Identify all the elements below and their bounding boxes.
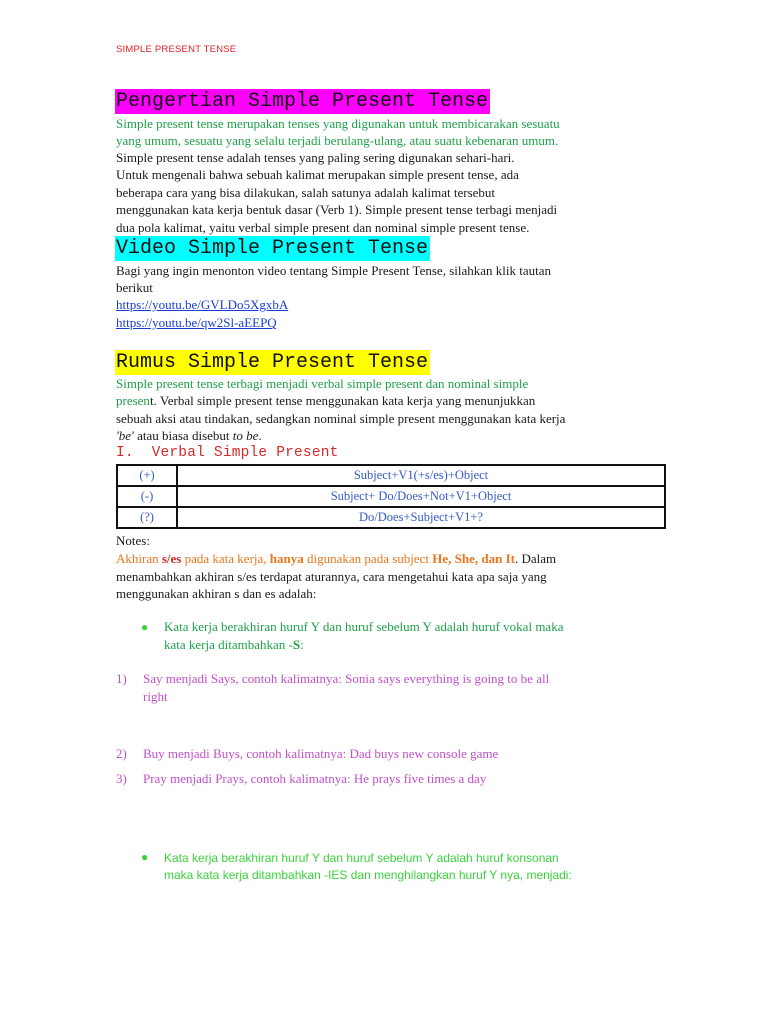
text-fragment-bold: He, She, dan It <box>432 551 515 566</box>
example-number: 3) <box>116 771 127 786</box>
example-number: 2) <box>116 746 127 761</box>
paragraph-rumus-rest: t. Verbal simple present tense menggunakan kata kerja yang menunjukkan <box>149 393 536 408</box>
paragraph-rumus-green: Simple present tense terbagi menjadi verbal simple present dan nominal simple <box>116 376 529 391</box>
paragraph-line: Simple present tense adalah tenses yang paling sering digunakan sehari-hari. <box>116 150 515 165</box>
paragraph-rumus-green-part: presen <box>116 393 150 408</box>
paragraph-line <box>116 427 262 445</box>
bullet-dot-icon: ● <box>141 850 149 864</box>
table-cell-formula: Subject+V1(+s/es)+Object <box>177 465 665 486</box>
paragraph-line: beberapa cara yang bisa dilakukan, salah satunya adalah kalimat tersebut <box>116 185 496 200</box>
table-cell-sign: (?) <box>117 507 177 528</box>
notes-line-2: menambahkan akhiran s/es terdapat aturannya, cara mengetahui kata apa saja yang <box>116 569 547 584</box>
table-cell-sign: (+) <box>117 465 177 486</box>
notes-line-3: menggunakan akhiran s dan es adalah: <box>116 586 317 601</box>
italic-to-be: to be <box>232 428 259 443</box>
paragraph-line: menggunakan kata kerja bentuk dasar (Verb 1). Simple present tense terbagi menjadi <box>116 202 558 217</box>
table-row <box>117 486 665 507</box>
example-number: 1) <box>116 671 127 686</box>
paragraph-rumus-line <box>116 392 535 410</box>
paragraph-line: dua pola kalimat, yaitu verbal simple present dan nominal simple present tense. <box>116 220 530 235</box>
paragraph-line: Bagi yang ingin menonton video tentang Simple Present Tense, silahkan klik tautan <box>116 263 551 278</box>
document-label: SIMPLE PRESENT TENSE <box>116 44 237 55</box>
youtube-link-2[interactable]: https://youtu.be/qw2Sl-aEEPQ <box>116 315 277 330</box>
text-fragment: digunakan pada subject <box>303 551 433 566</box>
table-row <box>117 507 665 528</box>
italic-be: 'be' <box>116 428 134 443</box>
text-fragment-bold: S <box>292 637 301 652</box>
table-cell-formula: Do/Does+Subject+V1+? <box>177 507 665 528</box>
text-fragment: atau biasa disebut <box>133 428 233 443</box>
text-fragment: Akhiran <box>116 551 162 566</box>
text-fragment: kata kerja ditambahkan - <box>164 637 293 652</box>
bullet-dot-icon: ● <box>141 620 149 634</box>
bullet-2-line-1: Kata kerja berakhiran huruf Y dan huruf sebelum Y adalah huruf konsonan <box>164 851 559 865</box>
text-fragment: pada kata kerja, <box>181 551 270 566</box>
heading-pengertian: Pengertian Simple Present Tense <box>116 90 489 113</box>
table-cell-sign: (-) <box>117 486 177 507</box>
text-fragment-bold: hanya <box>269 551 304 566</box>
youtube-link-1[interactable]: https://youtu.be/GVLDo5XgxbA <box>116 297 289 312</box>
example-text: Say menjadi Says, contoh kalimatnya: Sonia says everything is going to be all <box>143 671 550 686</box>
bullet-1-line-1: Kata kerja berakhiran huruf Y dan huruf sebelum Y adalah huruf vokal maka <box>164 619 564 634</box>
paragraph-definition-green-1: Simple present tense merupakan tenses yang digunakan untuk membicarakan sesuatu <box>116 116 560 131</box>
paragraph-definition-green-2: yang umum, sesuatu yang selalu terjadi berulang-ulang, atau suatu kebenaran umum. <box>116 133 559 148</box>
paragraph-line: sebuah aksi atau tindakan, sedangkan nominal simple present menggunakan kata kerja <box>116 411 566 426</box>
text-fragment-bold: s/es <box>161 551 182 566</box>
table-row <box>117 465 665 486</box>
example-text: Pray menjadi Prays, contoh kalimatnya: He prays five times a day <box>143 771 487 786</box>
subheading-verbal: I. Verbal Simple Present <box>116 445 339 461</box>
table-cell-formula: Subject+ Do/Does+Not+V1+Object <box>177 486 665 507</box>
paragraph-line: berikut <box>116 280 153 295</box>
bullet-1-line-2 <box>164 636 304 654</box>
notes-label: Notes: <box>116 533 150 548</box>
text-fragment: . <box>258 428 262 443</box>
paragraph-line: Untuk mengenali bahwa sebuah kalimat merupakan simple present tense, ada <box>116 167 519 182</box>
heading-rumus: Rumus Simple Present Tense <box>116 351 429 374</box>
text-fragment: : <box>300 637 304 652</box>
example-text: right <box>143 689 168 704</box>
bullet-2-line-2: maka kata kerja ditambahkan -IES dan menghilangkan huruf Y nya, menjadi: <box>164 868 572 882</box>
example-text: Buy menjadi Buys, contoh kalimatnya: Dad buys new console game <box>143 746 499 761</box>
notes-line-1 <box>116 550 556 568</box>
formula-table <box>116 464 666 529</box>
text-fragment: . Dalam <box>515 551 557 566</box>
heading-video: Video Simple Present Tense <box>116 237 429 260</box>
